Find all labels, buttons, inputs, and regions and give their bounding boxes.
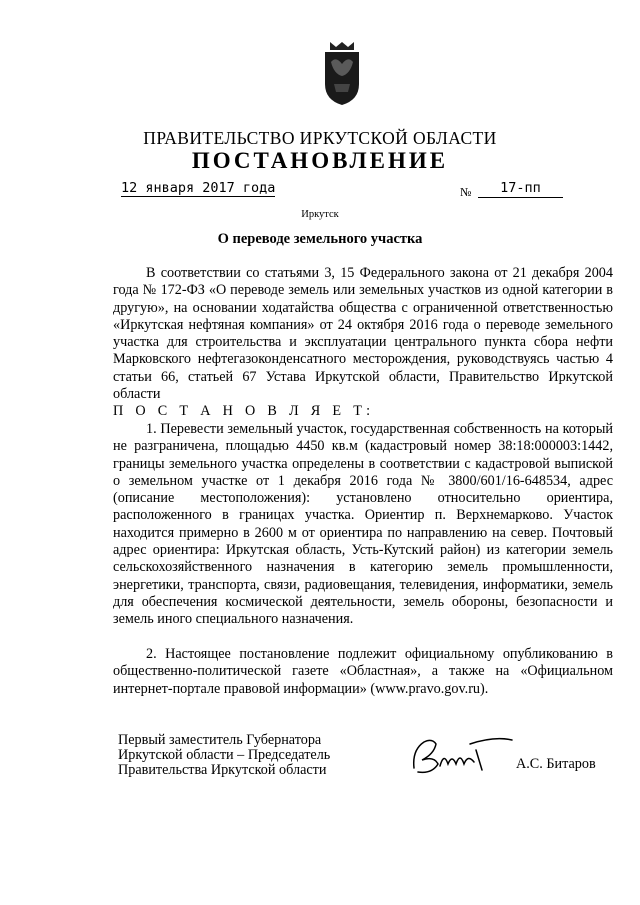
decree-word: П О С Т А Н О В Л Я Е Т: xyxy=(113,403,375,419)
handwritten-signature-icon xyxy=(404,730,514,780)
document-subject: О переводе земельного участка xyxy=(217,231,423,247)
document-date: 12 января 2017 года xyxy=(121,180,276,196)
signatory-name: А.С. Битаров xyxy=(516,756,596,772)
position-line-1: Первый заместитель Губернатора xyxy=(118,732,322,748)
position-line-3: Правительства Иркутской области xyxy=(118,762,327,778)
item-1-paragraph: 1. Перевести земельный участок, государственная собственность на который не разграничена, площадью 4450 кв.м (кадастровый номер 38:18:000003:1442, границы земельного участка определены в соответствии с кадастровой выпиской о земельном участке от 1 декабря 2016 года № 3800/601/16-648534, адрес (описание местоположения): установлено относительно ориентира, расположенного в границах участка. Ориентир п. Верхнемарково. Участок находится примерно в 2600 м от ориентира по направлению на север. Почтовый адрес ориентира: Иркутская область, Усть-Кутский район) из категории земель сельскохозяйственного назначения в категорию земель промышленности, энергетики, транспорта, связи, радиовещания, телевидения, информатики, земель для обеспечения космической деятельности, земель обороны, безопасности и земель иного специального назначения. xyxy=(113,421,613,628)
document-type: ПОСТАНОВЛЕНИЕ xyxy=(191,148,449,173)
position-line-2: Иркутской области – Председатель xyxy=(118,747,331,763)
document-number: 17-пп xyxy=(478,180,563,198)
signatory-position xyxy=(118,733,330,778)
government-name: ПРАВИТЕЛЬСТВО ИРКУТСКОЙ ОБЛАСТИ xyxy=(143,128,497,148)
preamble-paragraph: В соответствии со статьями 3, 15 Федерального закона от 21 декабря 2004 года № 172-ФЗ «О переводе земель или земельных участков из одной категории в другую», на основании ходатайства общества с ограниченной ответственностью «Иркутская нефтяная компания» от 24 октября 2016 года о переводе земельного участка для строительства и эксплуатации центрального пункта сбора нефти Марковского нефтегазоконденсатного месторождения, руководствуясь частью 4 статьи 66, статьей 67 Устава Иркутской области, Правительство Иркутской области xyxy=(113,265,613,403)
number-sign: № xyxy=(460,185,472,199)
city: Иркутск xyxy=(301,209,339,220)
coat-of-arms-icon xyxy=(322,40,362,106)
item-2-paragraph: 2. Настоящее постановление подлежит официальному опубликованию в общественно-политической газете «Областная», а также на «Официальном интернет-портале правовой информации» (www.pravo.gov.ru). xyxy=(113,646,613,697)
